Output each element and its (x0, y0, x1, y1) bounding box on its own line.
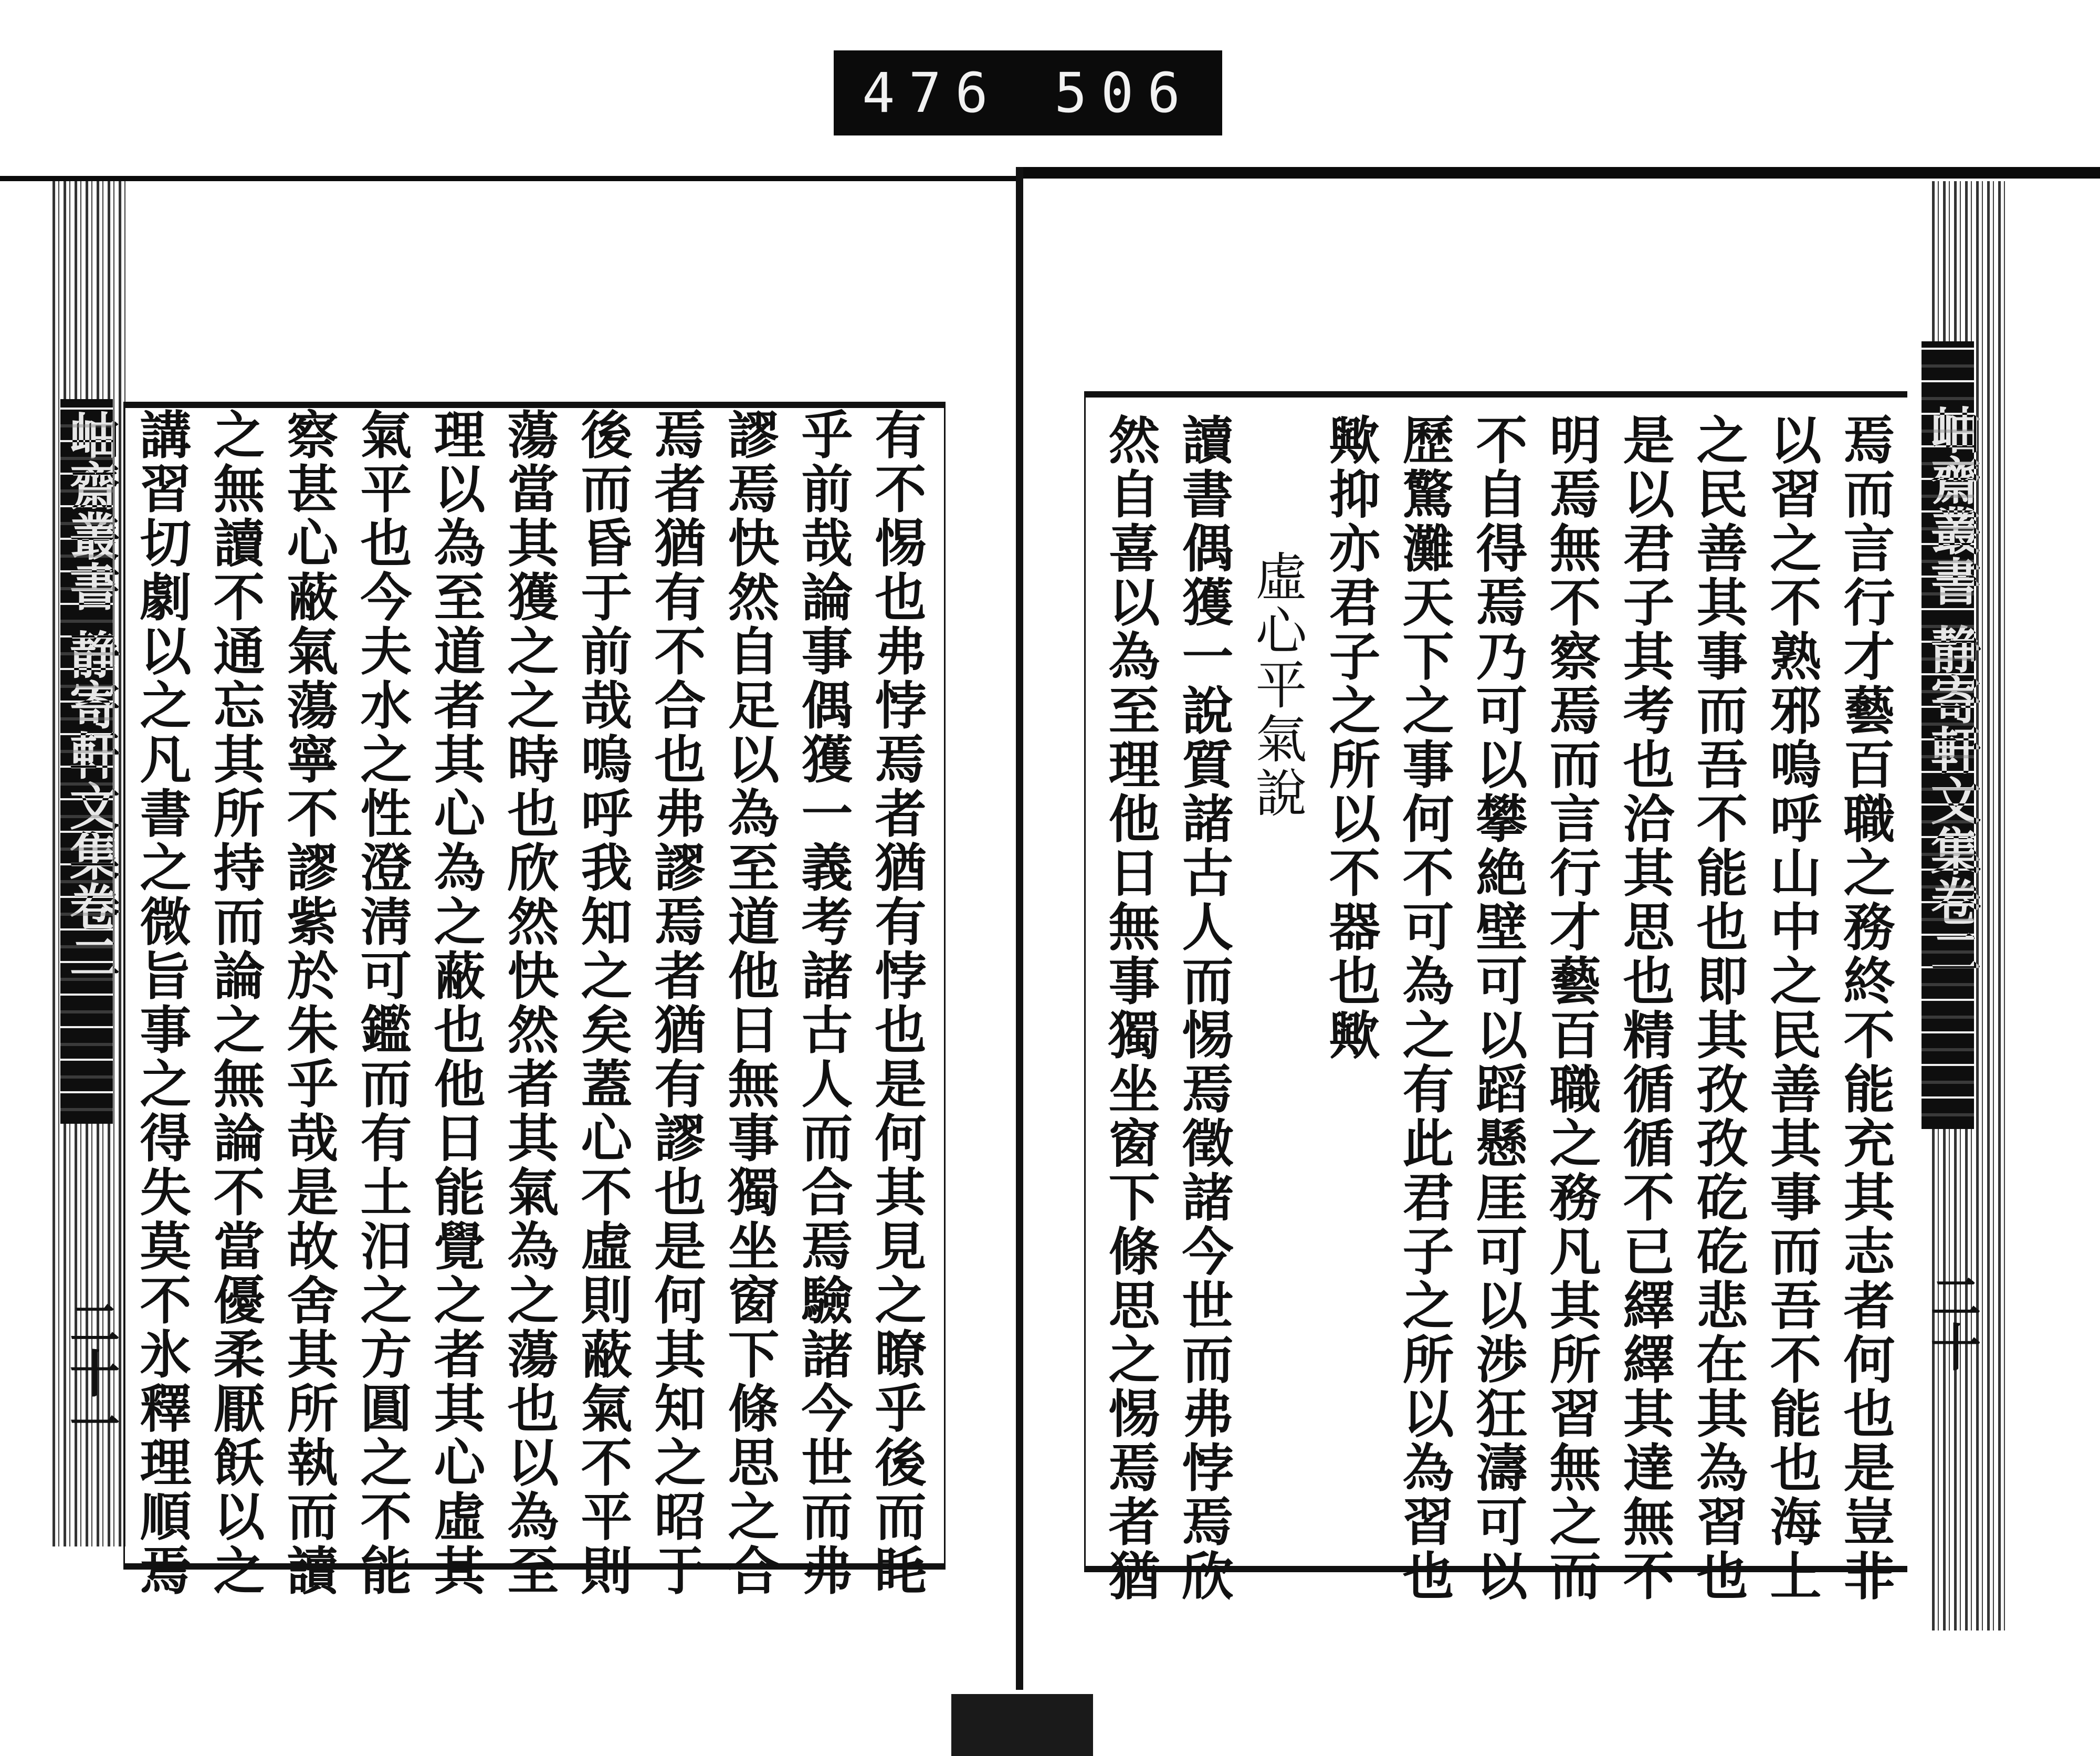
right-folio: 二十 (1923, 1271, 1982, 1372)
text-column: 歟抑亦君子之所以不器也歟 (1320, 413, 1381, 1062)
text-column: 歷驚灘天下之事何不可為之有此君子之所以為習也 (1394, 413, 1454, 1603)
text-column: 察甚心蔽氣蕩寧不謬紫於朱乎哉是故舍其所執而讀 (278, 408, 339, 1598)
text-column: 後而昏于前哉嗚呼我知之矣蓋心不虛則蔽氣不平則 (572, 408, 633, 1598)
text-column: 謬焉快然自足以為至道他日無事獨坐窗下條思之合 (719, 408, 780, 1598)
text-column: 理以為至道者其心為之蔽也他日能覺之者其心虛其 (425, 408, 486, 1598)
text-column: 有不惕也弗悖焉者猶有悖也是何其見之瞭乎後而眊 (866, 408, 927, 1598)
essay-title: 虛心平氣說 (1247, 550, 1307, 820)
text-column: 以習之不熟邪嗚呼山中之民善其事而吾不能也海上 (1761, 413, 1822, 1603)
text-column: 蕩當其獲之之時也欣然快然者其氣為之蕩也以為至 (499, 408, 559, 1598)
top-scan-line-right (1023, 167, 2100, 179)
text-column: 焉者猶有不合也弗謬焉者猶有謬也是何其知之昭于 (646, 408, 706, 1598)
right-text-block (1084, 391, 1907, 1603)
text-column: 氣平也今夫水之性澄淸可鑑而有土汨之方圓之不能 (352, 408, 412, 1598)
top-scan-line-left (0, 176, 1016, 181)
right-margin-title: 岫齋叢書 静寄軒文集卷二 (1923, 404, 1982, 977)
text-column: 不自得焉乃可以攀絶壁可以蹈懸厓可以渉狂濤可以 (1467, 413, 1528, 1603)
left-margin-title: 岫齋叢書 静寄軒文集卷二 (61, 410, 121, 982)
left-folio: 二十一 (61, 1297, 121, 1448)
text-column: 是以君子其考也洽其思也精循循不已繹繹其達無不 (1614, 413, 1675, 1603)
frame-number-left: 476 (862, 61, 1002, 125)
text-column: 明焉無不察焉而言行才藝百職之務凡其所習無之而 (1541, 413, 1601, 1603)
essay-column: 然自喜以為至理他日無事獨坐窗下條思之惕焉者猶 (1100, 413, 1160, 1603)
frame-number-label (834, 50, 1222, 135)
text-column: 講習切劇以之凡書之微旨事之得失莫不氷釋理順焉 (131, 408, 192, 1598)
text-column: 乎前哉論事偶獲一義考諸古人而合焉驗諸今世而弗 (793, 408, 853, 1598)
text-column: 焉而言行才藝百職之務終不能充其志者何也是豈非 (1835, 413, 1895, 1603)
left-text-block (123, 402, 946, 1598)
text-column: 之民善其事而吾不能也即其孜孜矻矻悲在其為習也 (1688, 413, 1748, 1603)
book-gutter (1016, 167, 1023, 1690)
text-column: 之無讀不通忘其所持而論之無論不當優柔厭飫以之 (205, 408, 265, 1598)
essay-column: 讀書偶獲一說質諸古人而惕焉徵諸今世而弗悖焉欣 (1173, 413, 1234, 1603)
frame-number-right: 506 (1054, 61, 1194, 125)
spine-shadow (951, 1694, 1093, 1756)
